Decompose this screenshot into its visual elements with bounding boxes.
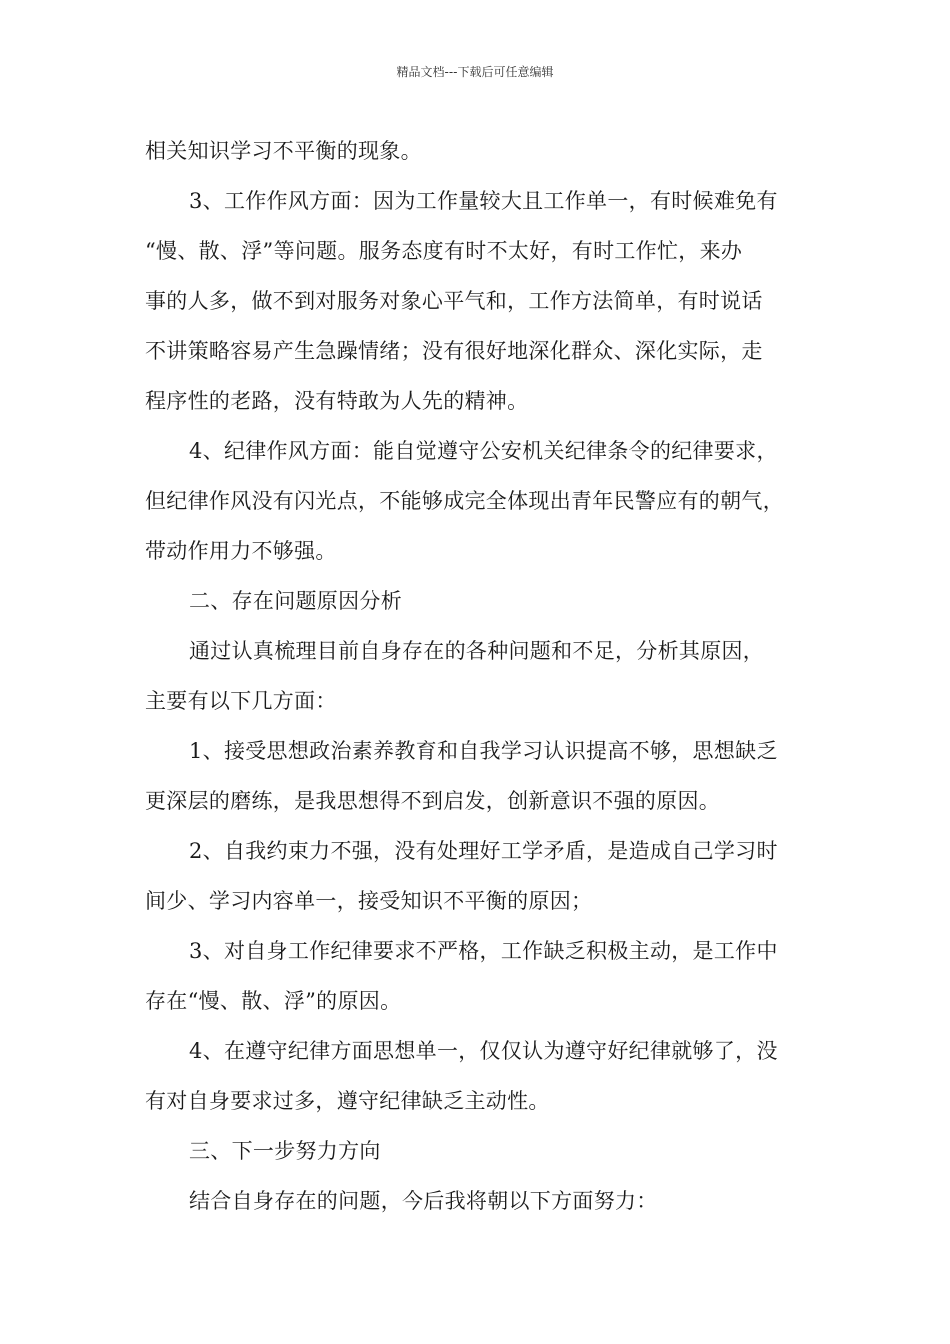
text-line: 4、在遵守纪律方面思想单一，仅仅认为遵守好纪律就够了，没 bbox=[189, 1039, 778, 1063]
document-body bbox=[145, 126, 825, 1226]
text-line: 有对自身要求过多，遵守纪律缺乏主动性。 bbox=[145, 1089, 550, 1113]
text-line: 带动作用力不够强。 bbox=[145, 539, 337, 563]
text-line: 1、接受思想政治素养教育和自我学习认识提高不够，思想缺乏 bbox=[189, 739, 778, 763]
text-line: 4、纪律作风方面：能自觉遵守公安机关纪律条令的纪律要求， bbox=[189, 439, 778, 463]
text-line: 间少、学习内容单一，接受知识不平衡的原因； bbox=[145, 889, 593, 913]
text-line: 3、工作作风方面：因为工作量较大且工作单一，有时候难免有 bbox=[189, 189, 778, 213]
text-line: 存在“慢、散、浮”的原因。 bbox=[145, 989, 402, 1013]
section-heading: 二、存在问题原因分析 bbox=[189, 589, 402, 613]
text-line: 不讲策略容易产生急躁情绪；没有很好地深化群众、深化实际，走 bbox=[145, 339, 763, 363]
text-line: 程序性的老路，没有特敢为人先的精神。 bbox=[145, 389, 529, 413]
text-line: 主要有以下几方面： bbox=[145, 689, 337, 713]
text-line: 事的人多，做不到对服务对象心平气和，工作方法简单，有时说话 bbox=[145, 289, 763, 313]
text-line: 但纪律作风没有闪光点，不能够成完全体现出青年民警应有的朝气， bbox=[145, 489, 784, 513]
text-line: 相关知识学习不平衡的现象。 bbox=[145, 139, 422, 163]
text-line: 2、自我约束力不强，没有处理好工学矛盾，是造成自己学习时 bbox=[189, 839, 778, 863]
text-line: 更深层的磨练，是我思想得不到启发，创新意识不强的原因。 bbox=[145, 789, 721, 813]
text-line: 3、对自身工作纪律要求不严格，工作缺乏积极主动，是工作中 bbox=[189, 939, 778, 963]
text-line: 结合自身存在的问题，今后我将朝以下方面努力： bbox=[189, 1189, 658, 1213]
text-line: 通过认真梳理目前自身存在的各种问题和不足，分析其原因， bbox=[189, 639, 765, 663]
page-header: 精品文档---下载后可任意编辑 bbox=[396, 65, 554, 79]
text-line: “慢、散、浮”等问题。服务态度有时不太好，有时工作忙，来办 bbox=[145, 239, 743, 263]
section-heading: 三、下一步努力方向 bbox=[189, 1139, 381, 1163]
